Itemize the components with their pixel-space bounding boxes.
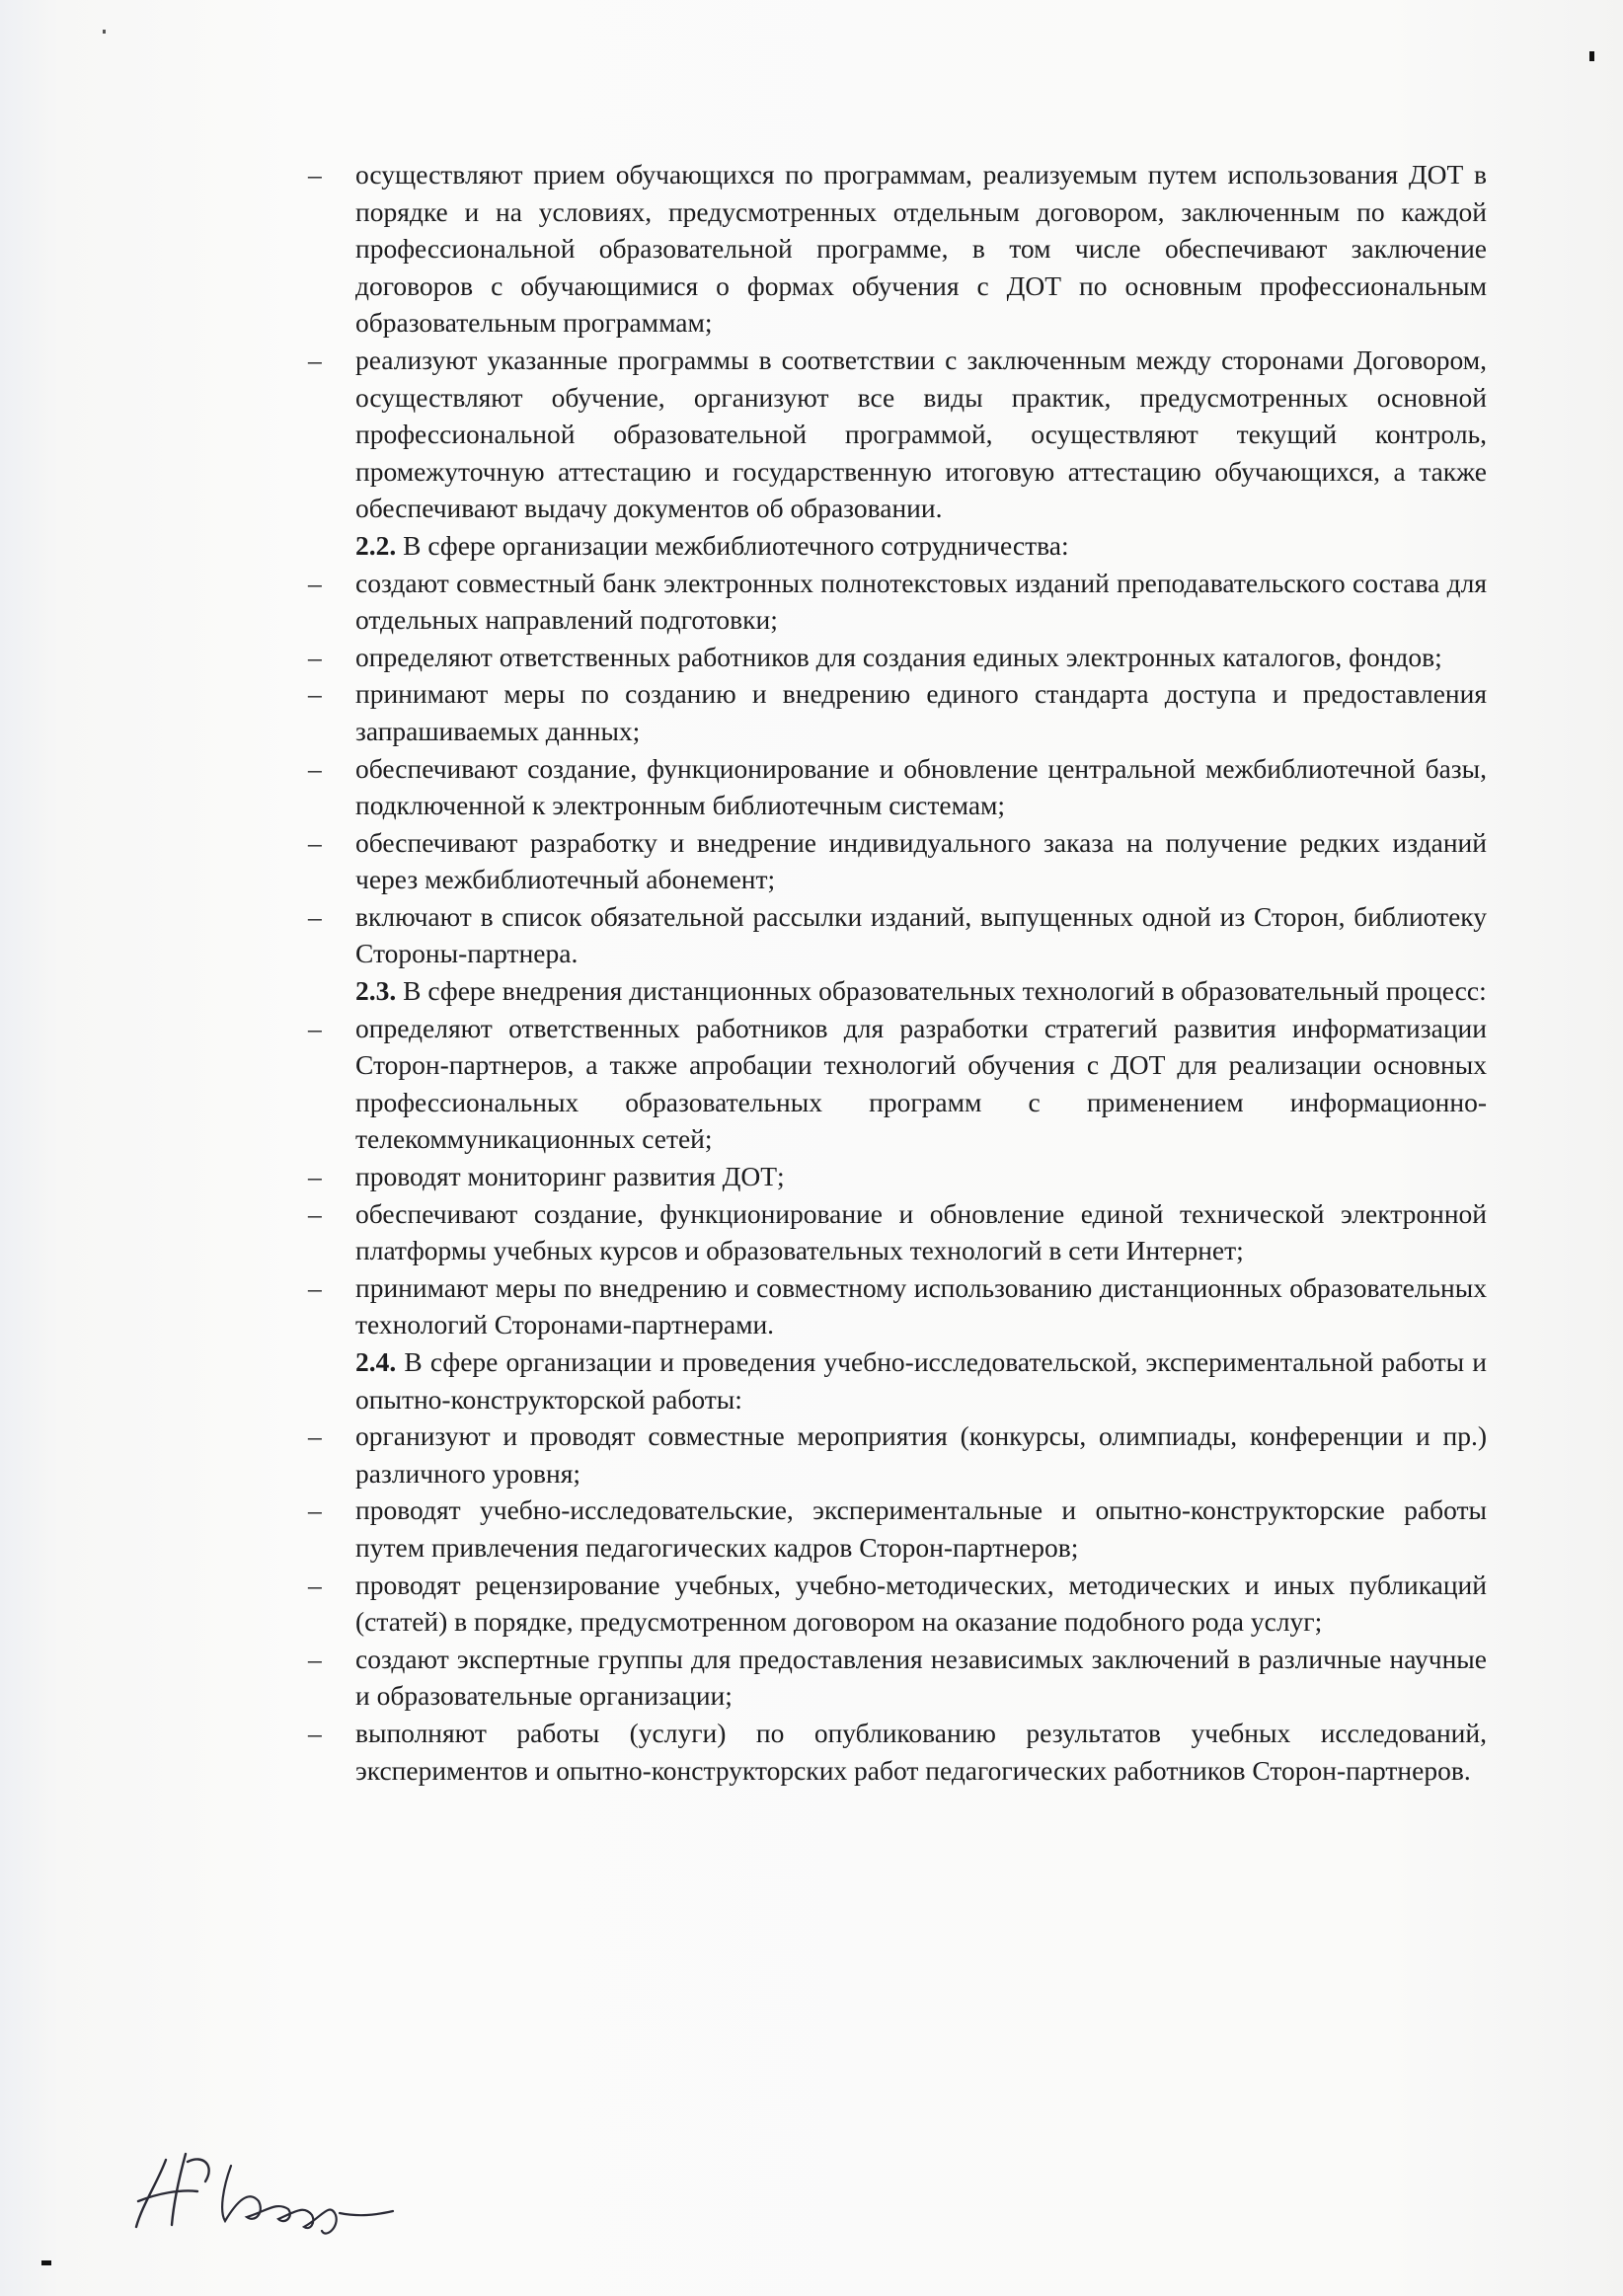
- bullet-dash: –: [308, 678, 322, 710]
- list-item: – принимают меры по созданию и внедрению единого стандарта доступа и предоставления запрашиваемых данных;: [308, 675, 1487, 749]
- list-item: – обеспечивают создание, функционирование и обновление единой технической электронной платформы учебных курсов и образовательных технологий в сети Интернет;: [308, 1195, 1487, 1269]
- list-item: – определяют ответственных работников для разработки стратегий развития информатизации Сторон-партнеров, а также апробации технологий обучения с ДОТ для реализации основных профессиональных образовательных программ с применением информационно-телекоммуникационных сетей;: [308, 1010, 1487, 1158]
- bullet-dash: –: [308, 344, 322, 375]
- bullet-dash: –: [308, 900, 322, 932]
- bullet-dash: –: [308, 567, 322, 598]
- bullet-dash: –: [308, 1420, 322, 1452]
- signature: [128, 2132, 415, 2241]
- list-item: – включают в список обязательной рассылки изданий, выпущенных одной из Сторон, библиотеку Стороны-партнера.: [308, 898, 1487, 972]
- scan-mark-bottom-left: [41, 2260, 51, 2265]
- section-number: 2.3.: [355, 975, 397, 1007]
- list-item: – организуют и проводят совместные мероприятия (конкурсы, олимпиады, конференции и пр.) различного уровня;: [308, 1417, 1487, 1492]
- list-item: – выполняют работы (услуги) по опубликованию результатов учебных исследований, экспериментов и опытно-конструкторских работ педагогических работников Сторон-партнеров.: [308, 1715, 1487, 1789]
- list-item: – определяют ответственных работников для создания единых электронных каталогов, фондов;: [308, 639, 1487, 676]
- list-item: – принимают меры по внедрению и совместному использованию дистанционных образовательных технологий Сторонами-партнерами.: [308, 1269, 1487, 1343]
- bullet-dash: –: [308, 1717, 322, 1748]
- section-number: 2.4.: [355, 1346, 397, 1377]
- bullet-dash: –: [308, 1012, 322, 1043]
- bullet-dash: –: [308, 159, 322, 190]
- list-top: [308, 156, 1487, 527]
- list-item: – реализуют указанные программы в соответствии с заключенным между сторонами Договором, осуществляют обучение, организуют все виды практик, предусмотренных основной профессиональной образовательной программой, осуществляют текущий контроль, промежуточную аттестацию и государственную итоговую аттестацию обучающихся, а также обеспечивают выдачу документов об образовании.: [308, 342, 1487, 527]
- section-heading-2-4: 2.4. В сфере организации и проведения учебно-исследовательской, экспериментальной работы и опытно-конструкторской работы:: [355, 1346, 1487, 1415]
- scan-mark-top-left: [103, 30, 106, 34]
- bullet-dash: –: [308, 1569, 322, 1600]
- scan-mark-top-right: [1589, 51, 1594, 61]
- list-item: – проводят мониторинг развития ДОТ;: [308, 1158, 1487, 1195]
- list-item: – осуществляют прием обучающихся по программам, реализуемым путем использования ДОТ в порядке и на условиях, предусмотренных отдельным договором, заключенным по каждой профессиональной образовательной программе, в том числе обеспечивают заключение договоров с обучающимися о формах обучения с ДОТ по основным профессиональным образовательным программам;: [308, 156, 1487, 342]
- bullet-dash: –: [308, 1197, 322, 1229]
- list-item: – создают совместный банк электронных полнотекстовых изданий преподавательского состава для отдельных направлений подготовки;: [308, 565, 1487, 639]
- section-number: 2.2.: [355, 529, 397, 561]
- list-2-3: [308, 1010, 1487, 1343]
- bullet-dash: –: [308, 1494, 322, 1526]
- list-item: – обеспечивают разработку и внедрение индивидуального заказа на получение редких изданий через межбиблиотечный абонемент;: [308, 824, 1487, 898]
- bullet-dash: –: [308, 1643, 322, 1674]
- document-body: [308, 156, 1487, 1789]
- bullet-dash: –: [308, 641, 322, 672]
- section-heading-2-2: 2.2. В сфере организации межбиблиотечного сотрудничества:: [355, 529, 1069, 561]
- list-2-4: [308, 1417, 1487, 1789]
- bullet-dash: –: [308, 752, 322, 784]
- list-item: – обеспечивают создание, функционирование и обновление центральной межбиблиотечной базы, подключенной к электронным библиотечным системам;: [308, 750, 1487, 824]
- list-item: – проводят учебно-исследовательские, экспериментальные и опытно-конструкторские работы путем привлечения педагогических кадров Сторон-партнеров;: [308, 1492, 1487, 1566]
- bullet-dash: –: [308, 826, 322, 858]
- list-2-2: [308, 565, 1487, 973]
- bullet-dash: –: [308, 1161, 322, 1192]
- section-heading-2-3: 2.3. В сфере внедрения дистанционных образовательных технологий в образовательный процесс:: [355, 975, 1487, 1007]
- bullet-dash: –: [308, 1271, 322, 1303]
- list-item: – проводят рецензирование учебных, учебно-методических, методических и иных публикаций (статей) в порядке, предусмотренном договором на оказание подобного рода услуг;: [308, 1567, 1487, 1641]
- list-item: – создают экспертные группы для предоставления независимых заключений в различные научные и образовательные организации;: [308, 1641, 1487, 1715]
